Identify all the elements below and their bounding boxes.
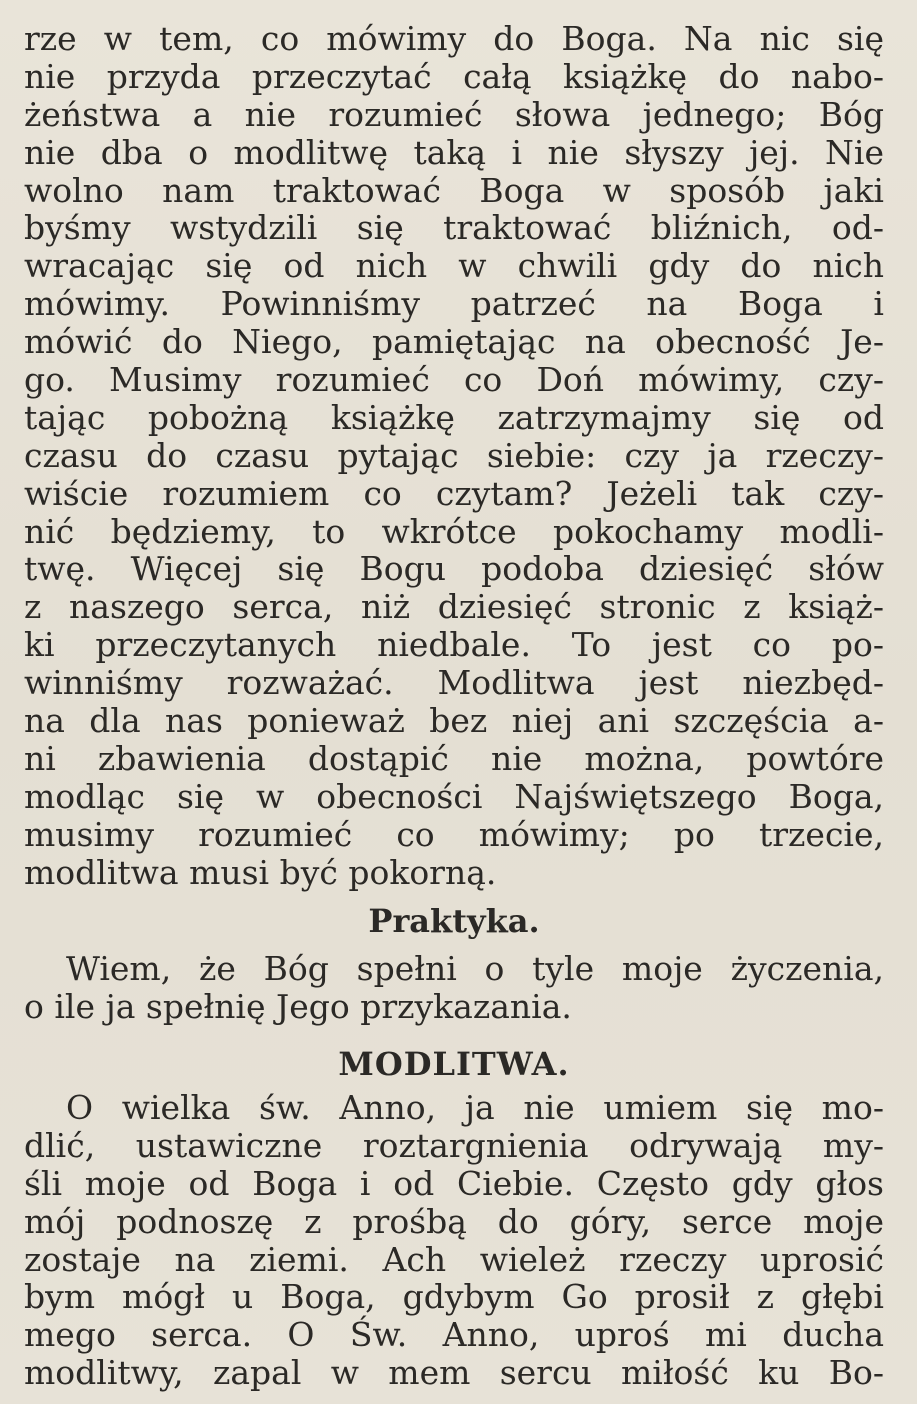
text-line: rze w tem, co mówimy do Boga. Na nic się — [24, 19, 884, 58]
text-line: śli moje od Boga i od Ciebie. Często gdy głos — [24, 1163, 884, 1203]
text-line: zostaje na ziemi. Ach wieleż rzeczy uprosić — [24, 1239, 884, 1279]
text-line: mego serca. O Św. Anno, uproś mi ducha — [24, 1315, 884, 1355]
text-line: na dla nas ponieważ bez niej ani szczęścia a- — [24, 701, 884, 741]
text-line: modlitwy, zapal w mem sercu miłość ku Bo- — [24, 1353, 884, 1393]
text-line: Wiem, że Bóg spełni o tyle moje życzenia, — [66, 949, 884, 988]
text-line: wiście rozumiem co czytam? Jeżeli tak czy- — [24, 473, 884, 513]
text-line: musimy rozumieć co mówimy; po trzecie, — [24, 814, 884, 854]
text-line: ni zbawienia dostąpić nie można, powtóre — [24, 738, 884, 778]
text-line: czasu do czasu pytając siebie: czy ja rzeczy- — [24, 435, 884, 475]
text-line: modląc się w obecności Najświętszego Boga, — [24, 776, 884, 816]
text-line: o ile ja spełnię Jego przykazania. — [24, 986, 572, 1026]
text-line: dlić, ustawiczne roztargnienia odrywają my- — [24, 1125, 884, 1165]
text-line: wracając się od nich w chwili gdy do nich — [24, 246, 884, 286]
praktyka-paragraph — [24, 950, 884, 1026]
text-line: tając pobożną książkę zatrzymajmy się od — [24, 397, 884, 437]
text-line: z naszego serca, niż dziesięć stronic z książ- — [24, 587, 884, 627]
text-line: nie przyda przeczytać całą książkę do nabo- — [24, 56, 884, 96]
text-line: winniśmy rozważać. Modlitwa jest niezbęd- — [24, 663, 884, 703]
text-line: twę. Więcej się Bogu podoba dziesięć słów — [24, 549, 884, 589]
text-line: ki przeczytanych niedbale. To jest co po- — [24, 625, 884, 665]
text-line: nie dba o modlitwę taką i nie słyszy jej. Nie — [24, 132, 884, 172]
text-line: mój podnoszę z prośbą do góry, serce moje — [24, 1201, 884, 1241]
main-paragraph — [24, 20, 884, 891]
text-line: byśmy wstydzili się traktować bliźnich, od- — [24, 208, 884, 248]
text-line: modlitwa musi być pokorną. — [24, 852, 497, 892]
text-line: go. Musimy rozumieć co Doń mówimy, czy- — [24, 360, 884, 400]
praktyka-heading: Praktyka. — [368, 902, 540, 940]
text-line: mówimy. Powinniśmy patrzeć na Boga i — [24, 284, 884, 324]
modlitwa-paragraph — [24, 1089, 884, 1392]
text-line: nić będziemy, to wkrótce pokochamy modli- — [24, 511, 884, 551]
text-line: wolno nam traktować Boga w sposób jaki — [24, 170, 884, 210]
modlitwa-heading: MODLITWA. — [338, 1045, 570, 1083]
text-line: O wielka św. Anno, ja nie umiem się mo- — [66, 1088, 884, 1127]
text-line: mówić do Niego, pamiętając na obecność Je- — [24, 322, 884, 362]
text-line: bym mógł u Boga, gdybym Go prosił z głębi — [24, 1277, 884, 1317]
text-line: żeństwa a nie rozumieć słowa jednego; Bóg — [24, 94, 884, 134]
